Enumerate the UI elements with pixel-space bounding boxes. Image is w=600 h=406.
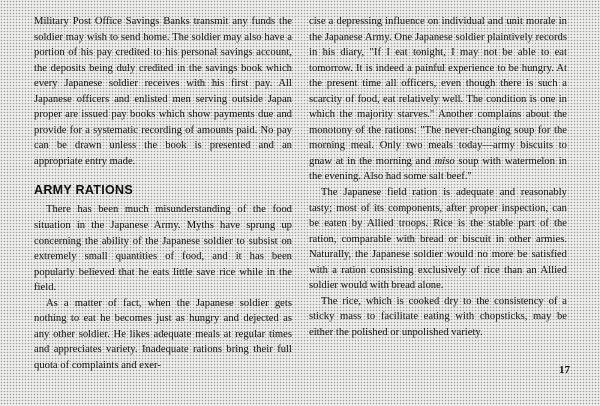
paragraph-rice: The rice, which is cooked dry to the consistency of a sticky mass to facilitate eating with chopsticks, may be either the polished or unpolished variety. bbox=[309, 295, 567, 338]
miso-word: miso bbox=[434, 155, 455, 167]
section-heading-army-rations: ARMY RATIONS bbox=[34, 183, 133, 198]
paragraph-soldier-hunger: As a matter of fact, when the Japanese soldier gets nothing to eat he becomes just as hungry and dejected as any other soldier. He likes adequate meals at regular times and appreciates variety. Inadequate rations bring their full quota of complaints and exer- bbox=[34, 297, 292, 371]
paragraph-field-ration: The Japanese field ration is adequate and reasonably tasty; most of its components, after proper inspection, can be eaten by Allied troops. Rice is the stable part of the ration, comparable with bread or biscuit in other armies. Naturally, the Japanese soldier would no more be satisfied with a ration consisting exclusively of rice than an Allied soldier would with bread alone. bbox=[309, 187, 567, 292]
left-column bbox=[34, 14, 292, 373]
right-column bbox=[309, 14, 567, 340]
paragraph-food-myths: There has been much misunderstanding of the food situation in the Japanese Army. Myths have sprung up concerning the ability of the Japanese soldier to subsist on extremely small quantities of food, and it has been popularly believed that he eats little save rice while in the field. bbox=[34, 204, 292, 294]
paragraph-savings-banks: Military Post Office Savings Banks transmit any funds the soldier may wish to send home. The soldier may also have a portion of his pay credited to his personal savings account, the deposits being duly credited in the savings book which every Japanese soldier receives with his first pay. All Japanese officers and enlisted men serving outside Japan proper are issued pay books which show payments due and provide for a systematic recording of amounts paid. No pay can be drawn unless the book is presented and an appropriate entry made. bbox=[34, 16, 292, 167]
diary-text-part-2: soup with watermelon in the evening. Also had some salt beef." bbox=[309, 155, 568, 183]
paragraph-morale-diary bbox=[309, 14, 567, 185]
diary-text-part-1: cise a depressing influence on individual and unit morale in the Japanese Army. One Japanese soldier plaintively records in his diary, "If I eat tonight, I may not be able to eat tomorrow. It is indeed a painful experience to be hungry. At the present time all officers, even though there is such a scarcity of food, eat relatively well. The condition is one in which the majority starves." Another complains about the monotony of the rations: "The never-changing soup for the morning meal. Only two meals today—army biscuits to gnaw at in the morning and bbox=[309, 16, 567, 167]
page-number: 17 bbox=[559, 364, 570, 376]
